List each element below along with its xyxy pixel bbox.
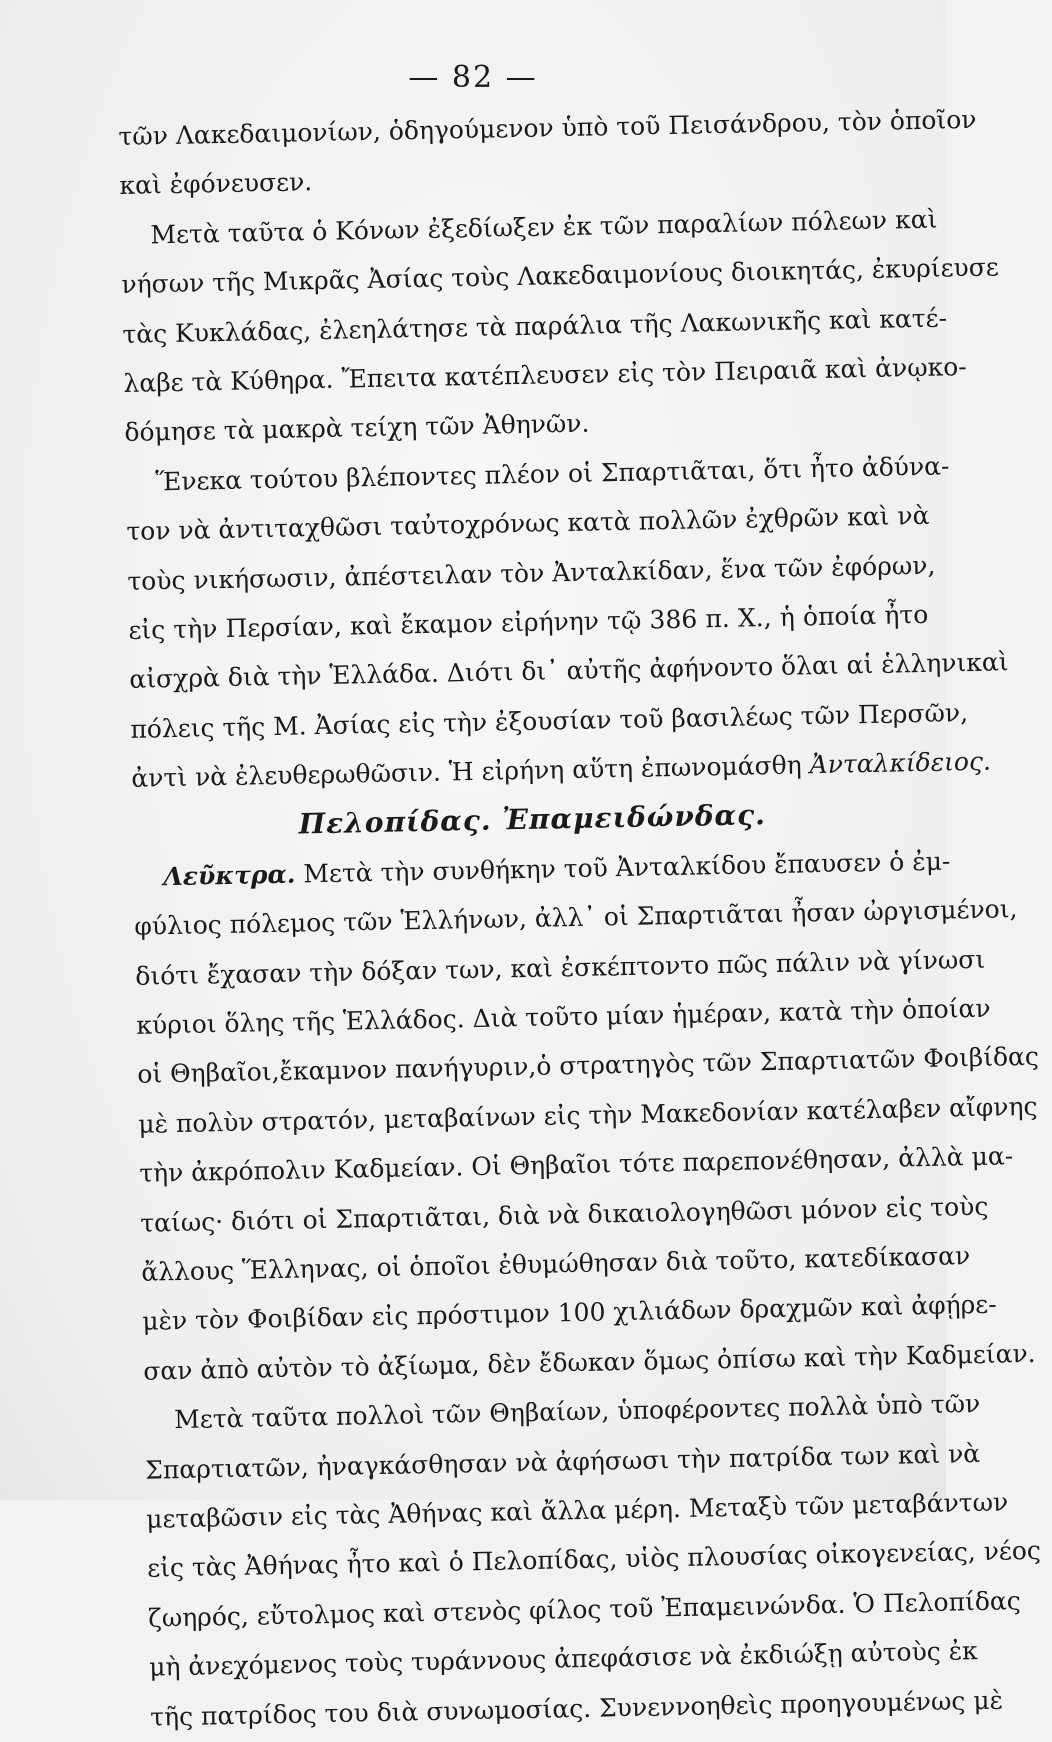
text-line: τὰς Κυκλάδας, ἐλεηλάτησε τὰ παράλια τῆς Λακωνικῆς καὶ κατέ- (122, 302, 948, 349)
text-line: Μετὰ ταῦτα ὁ Κόνων ἐξεδίωξεν ἐκ τῶν παραλίων πόλεων καὶ (150, 204, 938, 250)
italic-term: Ἀνταλκίδειος. (809, 746, 992, 780)
text-line: διότι ἔχασαν τὴν δόξαν των, καὶ ἐσκέπτοντο πῶς πάλιν νὰ γίνωσι (135, 944, 986, 991)
text-line: τῆς πατρίδος του διὰ συνωμοσίας. Συνεννοηθεὶς προηγουμένως μὲ (149, 1685, 1004, 1732)
text-line: ἄλλους Ἕλληνας, οἱ ὁποῖοι ἐθυμώθησαν διὰ τοῦτο, κατεδίκασαν (140, 1241, 971, 1287)
subheading-leuktra: Λεῦκτρα. (163, 859, 296, 892)
text-line: αἰσχρὰ διὰ τὴν Ἑλλάδα. Διότι δι᾽ αὐτῆς ἀφήνοντο ὅλαι αἱ ἑλληνικαὶ (129, 647, 1009, 695)
text-line: ταίως· διότι οἱ Σπαρτιᾶται, διὰ νὰ δικαιολογηθῶσι μόνον εἰς τοὺς (140, 1191, 989, 1238)
text-line: πόλεις τῆς Μ. Ἀσίας εἰς τὴν ἐξουσίαν τοῦ βασιλέως τῶν Περσῶν, (130, 697, 969, 744)
text-line: μὲ πολὺν στρατόν, μεταβαίνων εἰς τὴν Μακεδονίαν κατέλαβεν αἴφνης (138, 1091, 1038, 1139)
text-line: νήσων τῆς Μικρᾶς Ἀσίας τοὺς Λακεδαιμονίους διοικητάς, ἐκυρίευσε (121, 252, 1000, 300)
text-line: κύριοι ὅλης τῆς Ἑλλάδος. Διὰ τοῦτο μίαν ἡμέραν, κατὰ τὴν ὁποίαν (136, 993, 991, 1040)
text-line: τὴν ἀκρόπολιν Καδμείαν. Οἱ Θηβαῖοι τότε παρεπονέθησαν, ἀλλὰ μα- (139, 1141, 1014, 1188)
body-text (118, 96, 1042, 1742)
text-line: Σπαρτιατῶν, ἠναγκάσθησαν νὰ ἀφήσωσι τὴν πατρίδα των καὶ νὰ (144, 1438, 981, 1485)
text-line: μὲν τὸν Φοιβίδαν εἰς πρόστιμον 100 χιλιάδων δραχμῶν καὶ ἀφῄρε- (141, 1289, 997, 1337)
text-line: τοὺς νικήσωσιν, ἀπέστειλαν τὸν Ἀνταλκίδαν, ἕνα τῶν ἐφόρων, (127, 550, 936, 596)
text-line: σαν ἀπὸ αὐτὸν τὸ ἀξίωμα, δὲν ἔδωκαν ὅμως ὀπίσω καὶ τὴν Καδμείαν. (142, 1338, 1036, 1386)
text-line: ζωηρός, εὔτολμος καὶ στενὸς φίλος τοῦ Ἐπαμεινώνδα. Ὁ Πελοπίδας (147, 1585, 1022, 1633)
text-line: εἰς τὴν Περσίαν, καὶ ἔκαμον εἰρήνην τῷ 386 π. Χ., ἡ ὁποία ἦτο (128, 599, 929, 645)
text-line: μεταβῶσιν εἰς τὰς Ἀθήνας καὶ ἄλλα μέρη. Μεταξὺ τῶν μεταβάντων (145, 1487, 1009, 1534)
text-line: μὴ ἀνεχόμενος τοὺς τυράννους ἀπεφάσισε νὰ ἐκδιώξῃ αὐτοὺς ἐκ (148, 1636, 979, 1682)
section-heading: Πελοπίδας. Ἐπαμειδώνδας. (298, 798, 767, 841)
text-line: εἰς τὰς Ἀθήνας ἦτο καὶ ὁ Πελοπίδας, υἱὸς πλουσίας οἰκογενείας, νέος (146, 1536, 1042, 1584)
text-line: λαβε τὰ Κύθηρα. Ἔπειτα κατέπλευσεν εἰς τὸν Πειραιᾶ καὶ ἀνῳκο- (123, 351, 967, 398)
text-line: Μετὰ ταῦτα πολλοὶ τῶν Θηβαίων, ὑποφέροντες πολλὰ ὑπὸ τῶν (173, 1389, 981, 1435)
text-line: δόμησε τὰ μακρὰ τείχη τῶν Ἀθηνῶν. (124, 408, 590, 448)
page-number: — 82 — (408, 60, 538, 95)
text-line: φύλιος πόλεμος τῶν Ἑλλήνων, ἀλλ᾽ οἱ Σπαρτιᾶται ἦσαν ὠργισμένοι, (134, 894, 1018, 942)
text-line: τῶν Λακεδαιμονίων, ὁδηγούμενον ὑπὸ τοῦ Πεισάνδρου, τὸν ὁποῖον (118, 104, 977, 151)
text-fragment: ἀντὶ νὰ ἐλευθερωθῶσιν. Ἡ εἰρήνη αὕτη ἐπωνομάσθη (131, 750, 802, 793)
text-line: τον νὰ ἀντιταχθῶσι ταὐτοχρόνως κατὰ πολλῶν ἐχθρῶν καὶ νὰ (126, 500, 930, 547)
text-fragment: Μετὰ τὴν συνθήκην τοῦ Ἀνταλκίδου ἔπαυσεν ὁ ἐμ- (303, 846, 951, 889)
text-line: Ἕνεκα τούτου βλέποντες πλέον οἱ Σπαρτιᾶται, ὅτι ἦτο ἀδύνα- (155, 451, 950, 497)
text-line: οἱ Θηβαῖοι,ἔκαμνον πανήγυριν,ὁ στρατηγὸς τῶν Σπαρτιατῶν Φοιβίδας (137, 1042, 1040, 1090)
text-line: καὶ ἐφόνευσεν. (119, 167, 313, 201)
